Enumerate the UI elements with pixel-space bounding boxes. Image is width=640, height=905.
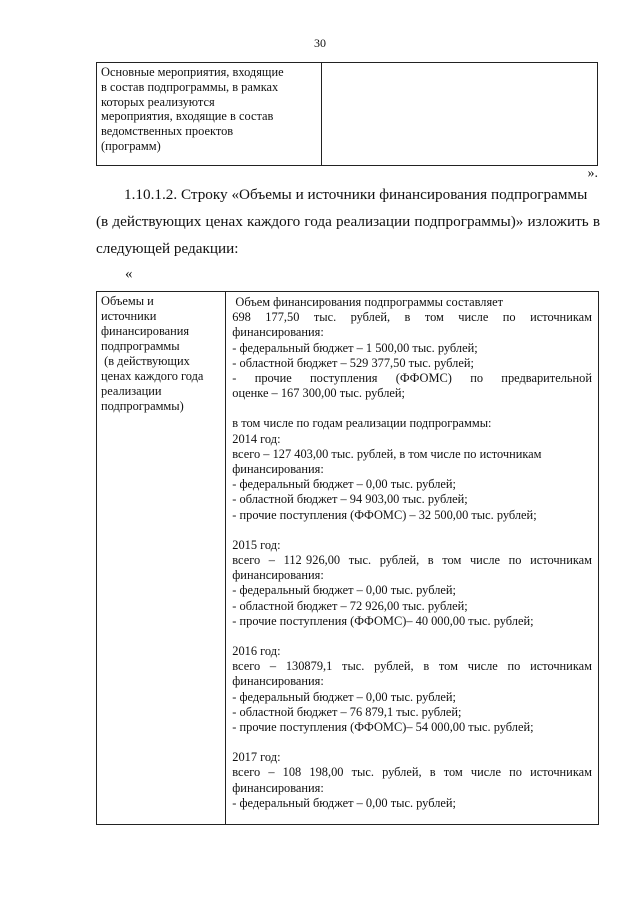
- year-total-line: всего – 127 403,00 тыс. рублей, в том числе по источникам: [232, 446, 542, 461]
- label-line: подпрограммы): [101, 399, 184, 413]
- closing-quote: ».: [587, 166, 598, 181]
- other-sources-line: - прочие поступления (ФФОМС)– 54 000,00 тыс. рублей;: [232, 720, 534, 735]
- label-line: (в действующих: [101, 354, 190, 368]
- federal-budget-line: - федеральный бюджет – 0,00 тыс. рублей;: [232, 477, 456, 492]
- paragraph-line: (в действующих ценах каждого года реализации подпрограммы)» изложить в: [96, 213, 600, 230]
- federal-budget-line: - федеральный бюджет – 0,00 тыс. рублей;: [232, 583, 456, 598]
- sources-label: финансирования:: [232, 568, 324, 583]
- other-sources-line: - прочие поступления (ФФОМС) – 32 500,00 тыс. рублей;: [232, 507, 537, 522]
- year-total-line: всего – 108 198,00 тыс. рублей, в том числе по источникам: [232, 765, 592, 780]
- label-line: ведомственных проектов: [101, 124, 234, 139]
- top-table-value-cell: [321, 63, 597, 166]
- paragraph-line: следующей редакции:: [96, 240, 239, 257]
- year-label: 2015 год:: [232, 537, 281, 552]
- year-total-line: всего – 112 926,00 тыс. рублей, в том числе по источникам: [232, 553, 592, 568]
- top-table: [96, 62, 598, 166]
- total-line: 698 177,50 тыс. рублей, в том числе по источникам: [232, 310, 592, 325]
- financing-value-cell: [226, 292, 599, 825]
- label-line: Основные мероприятия, входящие: [101, 65, 284, 79]
- federal-budget-line: - федеральный бюджет – 0,00 тыс. рублей;: [232, 795, 456, 810]
- federal-budget-line: - федеральный бюджет – 1 500,00 тыс. рублей;: [232, 340, 478, 355]
- sources-label: финансирования:: [232, 462, 324, 477]
- label-line: источники: [101, 309, 157, 323]
- regional-budget-line: - областной бюджет – 72 926,00 тыс. рублей;: [232, 598, 468, 613]
- financing-table: [96, 291, 599, 825]
- label-line: в состав подпрограммы, в рамках: [101, 79, 279, 94]
- regional-budget-line: - областной бюджет – 529 377,50 тыс. рублей;: [232, 355, 474, 370]
- label-line: подпрограммы: [101, 339, 180, 353]
- regional-budget-line: - областной бюджет – 94 903,00 тыс. рублей;: [232, 492, 468, 507]
- other-sources-line: - прочие поступления (ФФОМС)– 40 000,00 тыс. рублей;: [232, 613, 534, 628]
- label-line: ценах каждого года: [101, 369, 204, 383]
- paragraph-line: 1.10.1.2. Строку «Объемы и источники финансирования подпрограммы: [124, 186, 588, 203]
- regional-budget-line: - областной бюджет – 76 879,1 тыс. рублей;: [232, 704, 462, 719]
- year-label: 2016 год:: [232, 644, 281, 659]
- other-sources-line: - прочие поступления (ФФОМС) по предварительной: [232, 371, 592, 386]
- label-line: которых реализуются: [101, 94, 215, 109]
- intro-line: Объем финансирования подпрограммы составляет: [232, 295, 504, 309]
- sources-label: финансирования:: [232, 325, 324, 340]
- label-line: финансирования: [101, 324, 190, 338]
- other-sources-line: оценке – 167 300,00 тыс. рублей;: [232, 386, 405, 401]
- label-line: Объемы и: [101, 294, 154, 308]
- year-total-line: всего – 130879,1 тыс. рублей, в том числе по источникам: [232, 659, 592, 674]
- page-number: 30: [314, 36, 326, 50]
- years-header: в том числе по годам реализации подпрограммы:: [232, 416, 492, 431]
- year-label: 2014 год:: [232, 431, 281, 446]
- year-label: 2017 год:: [232, 750, 281, 765]
- top-table-label-cell: [97, 63, 322, 166]
- label-line: мероприятия, входящие в состав: [101, 109, 274, 124]
- sources-label: финансирования:: [232, 780, 324, 795]
- financing-label-cell: [97, 292, 226, 825]
- opening-quote: «: [125, 266, 133, 282]
- label-line: реализации: [101, 384, 162, 398]
- sources-label: финансирования:: [232, 674, 324, 689]
- label-line: (программ): [101, 138, 161, 153]
- federal-budget-line: - федеральный бюджет – 0,00 тыс. рублей;: [232, 689, 456, 704]
